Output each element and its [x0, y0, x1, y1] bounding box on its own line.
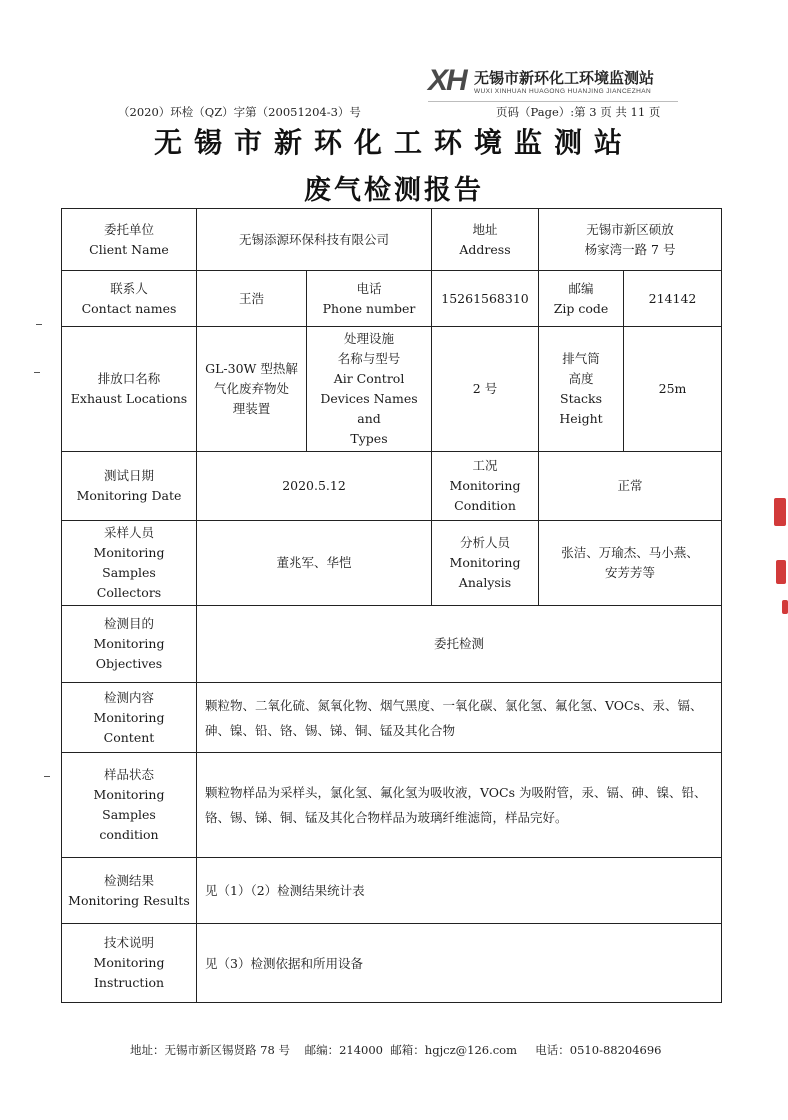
- phone-label: 电话 Phone number: [307, 271, 432, 327]
- red-stamp-edge: [774, 498, 786, 526]
- footer-tel: 电话：0510-88204696: [535, 1043, 662, 1057]
- instruction-value: 见（3）检测依据和所用设备: [197, 924, 722, 1003]
- scan-margin-mark: [44, 776, 50, 777]
- table-row: [62, 209, 722, 271]
- results-label: 检测结果 Monitoring Results: [62, 858, 197, 924]
- instruction-label: 技术说明 Monitoring Instruction: [62, 924, 197, 1003]
- table-row: [62, 606, 722, 683]
- contact-value: 王浩: [197, 271, 307, 327]
- air-control-value: 2 号: [432, 327, 539, 452]
- page-number: 页码（Page）:第 3 页 共 11 页: [496, 105, 661, 119]
- footer-email: 邮箱：hgjcz@126.com: [390, 1043, 518, 1057]
- red-stamp-edge: [782, 600, 788, 614]
- table-row: [62, 858, 722, 924]
- scan-margin-mark: [34, 372, 40, 373]
- station-logo: [428, 64, 678, 98]
- client-label: 委托单位 Client Name: [62, 209, 197, 271]
- footer-address: 地址：无锡市新区锡贤路 78 号: [130, 1043, 290, 1057]
- condition-value: 正常: [539, 452, 722, 521]
- address-value: 无锡市新区硕放 杨家湾一路 7 号: [539, 209, 722, 271]
- condition-label: 工况 Monitoring Condition: [432, 452, 539, 521]
- zip-label: 邮编 Zip code: [539, 271, 624, 327]
- exhaust-value: GL-30W 型热解 气化废弃物处 理装置: [197, 327, 307, 452]
- collectors-label: 采样人员 Monitoring Samples Collectors: [62, 521, 197, 606]
- table-row: [62, 271, 722, 327]
- report-reference-number: （2020）环检（QZ）字第（20051204-3）号: [118, 105, 361, 119]
- content-value: 颗粒物、二氧化硫、氮氧化物、烟气黑度、一氧化碳、氯化氢、氟化氢、VOCs、汞、镉、砷、镍、铅、铬、锡、锑、铜、锰及其化合物: [197, 683, 722, 753]
- analysis-label: 分析人员 Monitoring Analysis: [432, 521, 539, 606]
- sample-condition-label: 样品状态 Monitoring Samples condition: [62, 753, 197, 858]
- table-row: [62, 753, 722, 858]
- phone-value: 15261568310: [432, 271, 539, 327]
- table-row: [62, 452, 722, 521]
- footer-postcode: 邮编：214000: [304, 1043, 383, 1057]
- header-divider: [428, 101, 678, 102]
- table-row: [62, 521, 722, 606]
- stack-height-label: 排气筒 高度 Stacks Height: [539, 327, 624, 452]
- zip-value: 214142: [624, 271, 722, 327]
- air-control-label: 处理设施 名称与型号 Air Control Devices Names and Types: [307, 327, 432, 452]
- scan-margin-mark: [36, 324, 42, 325]
- red-stamp-edge: [776, 560, 786, 584]
- test-date-value: 2020.5.12: [197, 452, 432, 521]
- table-row: [62, 924, 722, 1003]
- table-row: [62, 683, 722, 753]
- collectors-value: 董兆军、华恺: [197, 521, 432, 606]
- content-label: 检测内容 Monitoring Content: [62, 683, 197, 753]
- stack-height-value: 25m: [624, 327, 722, 452]
- analysis-value: 张洁、万瑜杰、马小燕、 安芳芳等: [539, 521, 722, 606]
- report-info-table: [61, 208, 722, 1003]
- table-row: [62, 327, 722, 452]
- station-title: 无锡市新环化工环境监测站: [153, 126, 634, 159]
- report-title: 废气检测报告: [304, 175, 484, 206]
- footer: [130, 1042, 661, 1058]
- objectives-label: 检测目的 Monitoring Objectives: [62, 606, 197, 683]
- objectives-value: 委托检测: [197, 606, 722, 683]
- sample-condition-value: 颗粒物样品为采样头，氯化氢、氟化氢为吸收液，VOCs 为吸附管，汞、镉、砷、镍、铅、铬、锡、锑、铜、锰及其化合物样品为玻璃纤维滤筒，样品完好。: [197, 753, 722, 858]
- address-label: 地址 Address: [432, 209, 539, 271]
- contact-label: 联系人 Contact names: [62, 271, 197, 327]
- exhaust-label: 排放口名称 Exhaust Locations: [62, 327, 197, 452]
- logo-station-name: 无锡市新环化工环境监测站: [474, 69, 655, 87]
- results-value: 见（1）（2）检测结果统计表: [197, 858, 722, 924]
- xh-logo-mark: XH: [428, 64, 466, 97]
- logo-station-name-en: WUXI XINHUAN HUAGONG HUANJING JIANCEZHAN: [474, 88, 652, 95]
- test-date-label: 测试日期 Monitoring Date: [62, 452, 197, 521]
- client-value: 无锡添源环保科技有限公司: [197, 209, 432, 271]
